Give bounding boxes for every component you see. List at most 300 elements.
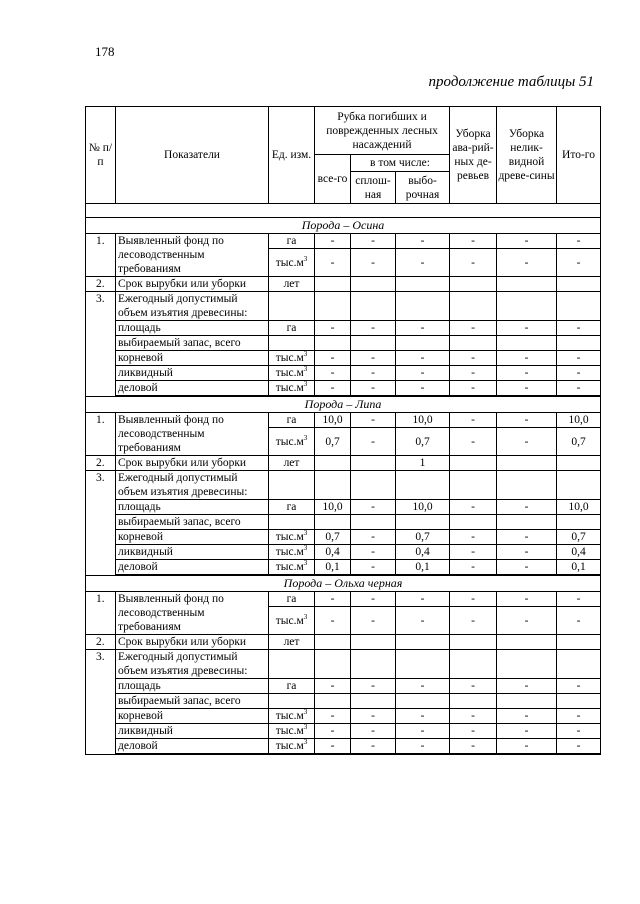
value-cell: - <box>557 679 601 694</box>
value-cell: 10,0 <box>557 500 601 515</box>
value-cell: 0,7 <box>396 428 450 456</box>
empty-cell <box>315 515 351 530</box>
indicator-label: деловой <box>116 560 269 575</box>
value-cell: - <box>557 607 601 635</box>
value-cell <box>351 635 396 650</box>
value-cell: 10,0 <box>396 413 450 428</box>
empty-cell <box>396 694 450 709</box>
row-number: 1. <box>86 592 116 635</box>
value-cell <box>396 277 450 292</box>
value-cell: - <box>557 351 601 366</box>
empty-cell <box>396 650 450 679</box>
unit-text: тыс.м <box>275 561 304 573</box>
indicator-label: ликвидный <box>116 724 269 739</box>
table-row <box>86 381 601 396</box>
header-total-short: все-го <box>315 155 351 204</box>
spacer-cell <box>86 204 601 218</box>
value-cell: 10,0 <box>315 500 351 515</box>
unit-superscript: 3 <box>303 708 308 717</box>
value-cell: - <box>315 321 351 336</box>
value-cell: 1 <box>396 456 450 471</box>
table-row <box>86 709 601 724</box>
value-cell: - <box>351 739 396 754</box>
header-felling-group: Рубка погибших и поврежденных лесных насаждений <box>315 107 450 155</box>
unit-cell: га <box>269 500 315 515</box>
header-indicator: Показатели <box>116 107 269 204</box>
indicator-label: деловой <box>116 381 269 396</box>
value-cell: - <box>450 724 497 739</box>
row-number: 3. <box>86 292 116 397</box>
value-cell: - <box>497 607 557 635</box>
empty-cell <box>269 471 315 500</box>
table-continuation-title: продолжение таблицы 51 <box>428 74 594 90</box>
unit-superscript: 3 <box>303 544 308 553</box>
unit-superscript: 3 <box>303 254 308 263</box>
value-cell: - <box>396 249 450 277</box>
value-cell: 0,7 <box>315 530 351 545</box>
indicator-label: Срок вырубки или уборки <box>116 635 269 650</box>
value-cell: - <box>351 592 396 607</box>
value-cell <box>557 635 601 650</box>
species-row <box>86 397 601 413</box>
data-table <box>85 106 601 755</box>
species-name: Порода – Ольха черная <box>86 576 601 592</box>
header-num: № п/п <box>86 107 116 204</box>
value-cell: 0,7 <box>557 530 601 545</box>
unit-superscript: 3 <box>303 559 308 568</box>
indicator-label: Ежегодный допустимый объем изъятия древесины: <box>116 650 269 679</box>
value-cell: - <box>351 381 396 396</box>
value-cell: - <box>497 724 557 739</box>
value-cell: 0,4 <box>396 545 450 560</box>
indicator-label: Срок вырубки или уборки <box>116 456 269 471</box>
empty-cell <box>497 336 557 351</box>
value-cell: - <box>497 321 557 336</box>
value-cell: - <box>351 724 396 739</box>
table-row <box>86 560 601 575</box>
page-number: 178 <box>95 44 115 59</box>
unit-text: тыс.м <box>275 531 304 543</box>
empty-cell <box>497 754 557 755</box>
value-cell: - <box>315 607 351 635</box>
unit-superscript: 3 <box>303 738 308 747</box>
empty-cell <box>497 694 557 709</box>
value-cell: 0,1 <box>396 560 450 575</box>
empty-cell <box>497 471 557 500</box>
value-cell: - <box>450 500 497 515</box>
value-cell: - <box>557 249 601 277</box>
value-cell <box>351 456 396 471</box>
indicator-label: Срок вырубки или уборки <box>116 277 269 292</box>
value-cell: - <box>315 724 351 739</box>
empty-cell <box>557 694 601 709</box>
empty-cell <box>269 292 315 321</box>
value-cell: - <box>557 739 601 754</box>
table-row <box>86 500 601 515</box>
empty-cell <box>557 650 601 679</box>
header-emergency: Уборка ава-рий-ных де-ревьев <box>450 107 497 204</box>
value-cell: - <box>497 560 557 575</box>
value-cell: - <box>396 351 450 366</box>
unit-cell <box>269 709 315 724</box>
unit-text: тыс.м <box>275 614 304 627</box>
value-cell <box>450 456 497 471</box>
value-cell: - <box>396 679 450 694</box>
header-total: Ито-го <box>557 107 601 204</box>
table-row <box>86 635 601 650</box>
empty-cell <box>497 515 557 530</box>
value-cell <box>351 277 396 292</box>
empty-cell <box>450 754 497 755</box>
table-row <box>86 351 601 366</box>
empty-cell <box>315 694 351 709</box>
unit-cell <box>269 560 315 575</box>
table-row <box>86 679 601 694</box>
value-cell: - <box>450 592 497 607</box>
table-row <box>86 413 601 428</box>
indicator-label: корневой <box>116 351 269 366</box>
value-cell: - <box>396 321 450 336</box>
row-number: 2. <box>86 456 116 471</box>
unit-cell <box>269 545 315 560</box>
value-cell: - <box>450 709 497 724</box>
header-selective: выбо-рочная <box>396 172 450 204</box>
value-cell: - <box>557 366 601 381</box>
value-cell: - <box>450 739 497 754</box>
unit-text: тыс.м <box>275 546 304 558</box>
species-row <box>86 218 601 234</box>
value-cell: - <box>497 366 557 381</box>
empty-cell <box>557 292 601 321</box>
indicator-label: Ежегодный допустимый объем изъятия древесины: <box>116 292 269 321</box>
value-cell: - <box>557 709 601 724</box>
value-cell: - <box>396 724 450 739</box>
value-cell: - <box>315 381 351 396</box>
unit-cell <box>269 428 315 456</box>
empty-cell <box>450 336 497 351</box>
unit-cell: га <box>269 592 315 607</box>
value-cell: - <box>450 679 497 694</box>
empty-cell <box>396 515 450 530</box>
table-row <box>86 366 601 381</box>
indicator-label: площадь <box>116 321 269 336</box>
indicator-label: выбираемый запас, всего <box>116 336 269 351</box>
row-number: 1. <box>86 234 116 277</box>
unit-superscript: 3 <box>303 612 308 621</box>
table-body <box>86 204 601 755</box>
table-row <box>86 292 601 321</box>
value-cell: - <box>351 321 396 336</box>
value-cell: - <box>351 545 396 560</box>
header-unit: Ед. изм. <box>269 107 315 204</box>
value-cell <box>557 456 601 471</box>
empty-cell <box>315 292 351 321</box>
empty-cell <box>269 336 315 351</box>
value-cell: - <box>557 234 601 249</box>
value-cell: - <box>396 709 450 724</box>
value-cell: - <box>450 413 497 428</box>
value-cell: 10,0 <box>315 413 351 428</box>
value-cell: 0,1 <box>315 560 351 575</box>
row-number: 3. <box>86 471 116 576</box>
value-cell: - <box>315 366 351 381</box>
empty-cell <box>351 650 396 679</box>
unit-cell <box>269 739 315 754</box>
value-cell: - <box>450 351 497 366</box>
indicator-label: выбираемый запас, всего <box>116 515 269 530</box>
indicator-label: площадь <box>116 679 269 694</box>
empty-cell <box>269 754 315 755</box>
unit-superscript: 3 <box>303 723 308 732</box>
value-cell: - <box>351 560 396 575</box>
value-cell <box>315 635 351 650</box>
value-cell <box>497 456 557 471</box>
unit-text: тыс.м <box>275 352 304 364</box>
table-row <box>86 754 601 755</box>
value-cell: - <box>315 234 351 249</box>
value-cell: - <box>497 500 557 515</box>
value-cell: - <box>351 351 396 366</box>
unit-text: тыс.м <box>275 435 304 448</box>
value-cell: - <box>497 249 557 277</box>
unit-cell: лет <box>269 277 315 292</box>
unit-cell <box>269 366 315 381</box>
empty-cell <box>450 292 497 321</box>
value-cell: - <box>450 545 497 560</box>
table-row <box>86 592 601 607</box>
indicator-label: ликвидный <box>116 366 269 381</box>
unit-cell: га <box>269 321 315 336</box>
empty-cell <box>315 754 351 755</box>
empty-cell <box>396 336 450 351</box>
value-cell: - <box>351 366 396 381</box>
unit-cell: лет <box>269 456 315 471</box>
unit-cell <box>269 249 315 277</box>
table-row <box>86 694 601 709</box>
row-number: 2. <box>86 277 116 292</box>
table-row <box>86 471 601 500</box>
unit-superscript: 3 <box>303 350 308 359</box>
indicator-label: Ежегодный допустимый объем изъятия древесины: <box>116 471 269 500</box>
indicator-label: Выявленный фонд по лесоводственным требованиям <box>116 592 269 635</box>
value-cell: - <box>557 724 601 739</box>
indicator-label: ликвидный <box>116 545 269 560</box>
value-cell: - <box>351 679 396 694</box>
value-cell: - <box>351 709 396 724</box>
value-cell: - <box>315 739 351 754</box>
empty-cell <box>315 471 351 500</box>
empty-cell <box>450 650 497 679</box>
value-cell <box>450 277 497 292</box>
value-cell: - <box>450 321 497 336</box>
indicator-label: Выявленный фонд по лесоводственным требованиям <box>116 234 269 277</box>
table-row <box>86 336 601 351</box>
unit-cell: лет <box>269 635 315 650</box>
unit-cell <box>269 381 315 396</box>
value-cell: 0,7 <box>396 530 450 545</box>
value-cell: 0,7 <box>315 428 351 456</box>
value-cell: - <box>450 428 497 456</box>
value-cell: 10,0 <box>557 413 601 428</box>
unit-text: тыс.м <box>275 725 304 737</box>
header-continuous: сплош-ная <box>351 172 396 204</box>
table-row <box>86 234 601 249</box>
value-cell: - <box>497 351 557 366</box>
value-cell: 0,1 <box>557 560 601 575</box>
value-cell: 0,4 <box>315 545 351 560</box>
value-cell: - <box>450 366 497 381</box>
species-row <box>86 576 601 592</box>
value-cell: - <box>497 679 557 694</box>
value-cell: - <box>351 607 396 635</box>
table-row <box>86 277 601 292</box>
value-cell: - <box>315 351 351 366</box>
value-cell: - <box>557 592 601 607</box>
value-cell: - <box>450 234 497 249</box>
indicator-label: выбираемый запас, всего <box>116 694 269 709</box>
spacer-row <box>86 204 601 218</box>
empty-cell <box>557 754 601 755</box>
value-cell: - <box>315 249 351 277</box>
row-number: 2. <box>86 635 116 650</box>
value-cell: 10,0 <box>396 500 450 515</box>
table-row <box>86 321 601 336</box>
value-cell: - <box>497 739 557 754</box>
value-cell: - <box>450 381 497 396</box>
table-row <box>86 515 601 530</box>
value-cell: - <box>450 607 497 635</box>
table-row <box>86 724 601 739</box>
unit-superscript: 3 <box>303 529 308 538</box>
value-cell: - <box>450 560 497 575</box>
value-cell: - <box>396 366 450 381</box>
value-cell: - <box>497 709 557 724</box>
empty-cell <box>351 694 396 709</box>
unit-text: тыс.м <box>275 256 304 269</box>
empty-cell <box>557 471 601 500</box>
unit-cell: га <box>269 679 315 694</box>
indicator-label: корневой <box>116 530 269 545</box>
empty-cell <box>269 694 315 709</box>
indicator-label: площадь <box>116 500 269 515</box>
unit-superscript: 3 <box>303 433 308 442</box>
indicator-label: корневой <box>116 709 269 724</box>
unit-text: тыс.м <box>275 740 304 752</box>
unit-cell: га <box>269 413 315 428</box>
table-row <box>86 530 601 545</box>
value-cell: 0,4 <box>557 545 601 560</box>
empty-cell <box>351 471 396 500</box>
unit-cell <box>269 724 315 739</box>
row-number: 3. <box>86 650 116 755</box>
value-cell: - <box>396 381 450 396</box>
value-cell: - <box>396 607 450 635</box>
value-cell: - <box>315 679 351 694</box>
value-cell: - <box>450 249 497 277</box>
value-cell: - <box>497 545 557 560</box>
value-cell: - <box>497 413 557 428</box>
value-cell: - <box>396 234 450 249</box>
value-cell: - <box>351 428 396 456</box>
value-cell <box>396 635 450 650</box>
table-row <box>86 650 601 679</box>
table-row <box>86 739 601 754</box>
unit-cell <box>269 607 315 635</box>
value-cell: - <box>497 234 557 249</box>
value-cell: - <box>497 428 557 456</box>
value-cell <box>315 277 351 292</box>
value-cell: 0,7 <box>557 428 601 456</box>
value-cell: - <box>351 530 396 545</box>
value-cell: - <box>450 530 497 545</box>
empty-cell <box>116 754 269 755</box>
value-cell <box>450 635 497 650</box>
value-cell: - <box>557 381 601 396</box>
empty-cell <box>450 471 497 500</box>
species-name: Порода – Осина <box>86 218 601 234</box>
value-cell: - <box>351 413 396 428</box>
table-row <box>86 545 601 560</box>
species-name: Порода – Липа <box>86 397 601 413</box>
empty-cell <box>351 515 396 530</box>
value-cell: - <box>396 592 450 607</box>
value-cell: - <box>315 709 351 724</box>
unit-cell <box>269 530 315 545</box>
unit-superscript: 3 <box>303 365 308 374</box>
indicator-label: деловой <box>116 739 269 754</box>
header-including: в том числе: <box>351 155 450 172</box>
empty-cell <box>351 754 396 755</box>
empty-cell <box>351 292 396 321</box>
unit-cell: га <box>269 234 315 249</box>
indicator-label: Выявленный фонд по лесоводственным требованиям <box>116 413 269 456</box>
value-cell: - <box>497 592 557 607</box>
empty-cell <box>396 292 450 321</box>
empty-cell <box>315 336 351 351</box>
empty-cell <box>557 336 601 351</box>
value-cell: - <box>497 530 557 545</box>
empty-cell <box>269 515 315 530</box>
value-cell: - <box>351 234 396 249</box>
value-cell <box>497 277 557 292</box>
empty-cell <box>557 515 601 530</box>
value-cell: - <box>557 321 601 336</box>
empty-cell <box>450 694 497 709</box>
empty-cell <box>269 650 315 679</box>
empty-cell <box>450 515 497 530</box>
value-cell <box>315 456 351 471</box>
empty-cell <box>396 754 450 755</box>
value-cell <box>497 635 557 650</box>
table-row <box>86 456 601 471</box>
row-number: 1. <box>86 413 116 456</box>
header-illiquid: Уборка нелик-видной древе-сины <box>497 107 557 204</box>
empty-cell <box>396 471 450 500</box>
value-cell: - <box>396 739 450 754</box>
unit-cell <box>269 351 315 366</box>
data-table-container <box>85 106 601 755</box>
value-cell <box>557 277 601 292</box>
empty-cell <box>315 650 351 679</box>
unit-superscript: 3 <box>303 380 308 389</box>
empty-cell <box>497 650 557 679</box>
value-cell: - <box>351 500 396 515</box>
empty-cell <box>497 292 557 321</box>
unit-text: тыс.м <box>275 382 304 394</box>
value-cell: - <box>315 592 351 607</box>
value-cell: - <box>497 381 557 396</box>
unit-text: тыс.м <box>275 710 304 722</box>
